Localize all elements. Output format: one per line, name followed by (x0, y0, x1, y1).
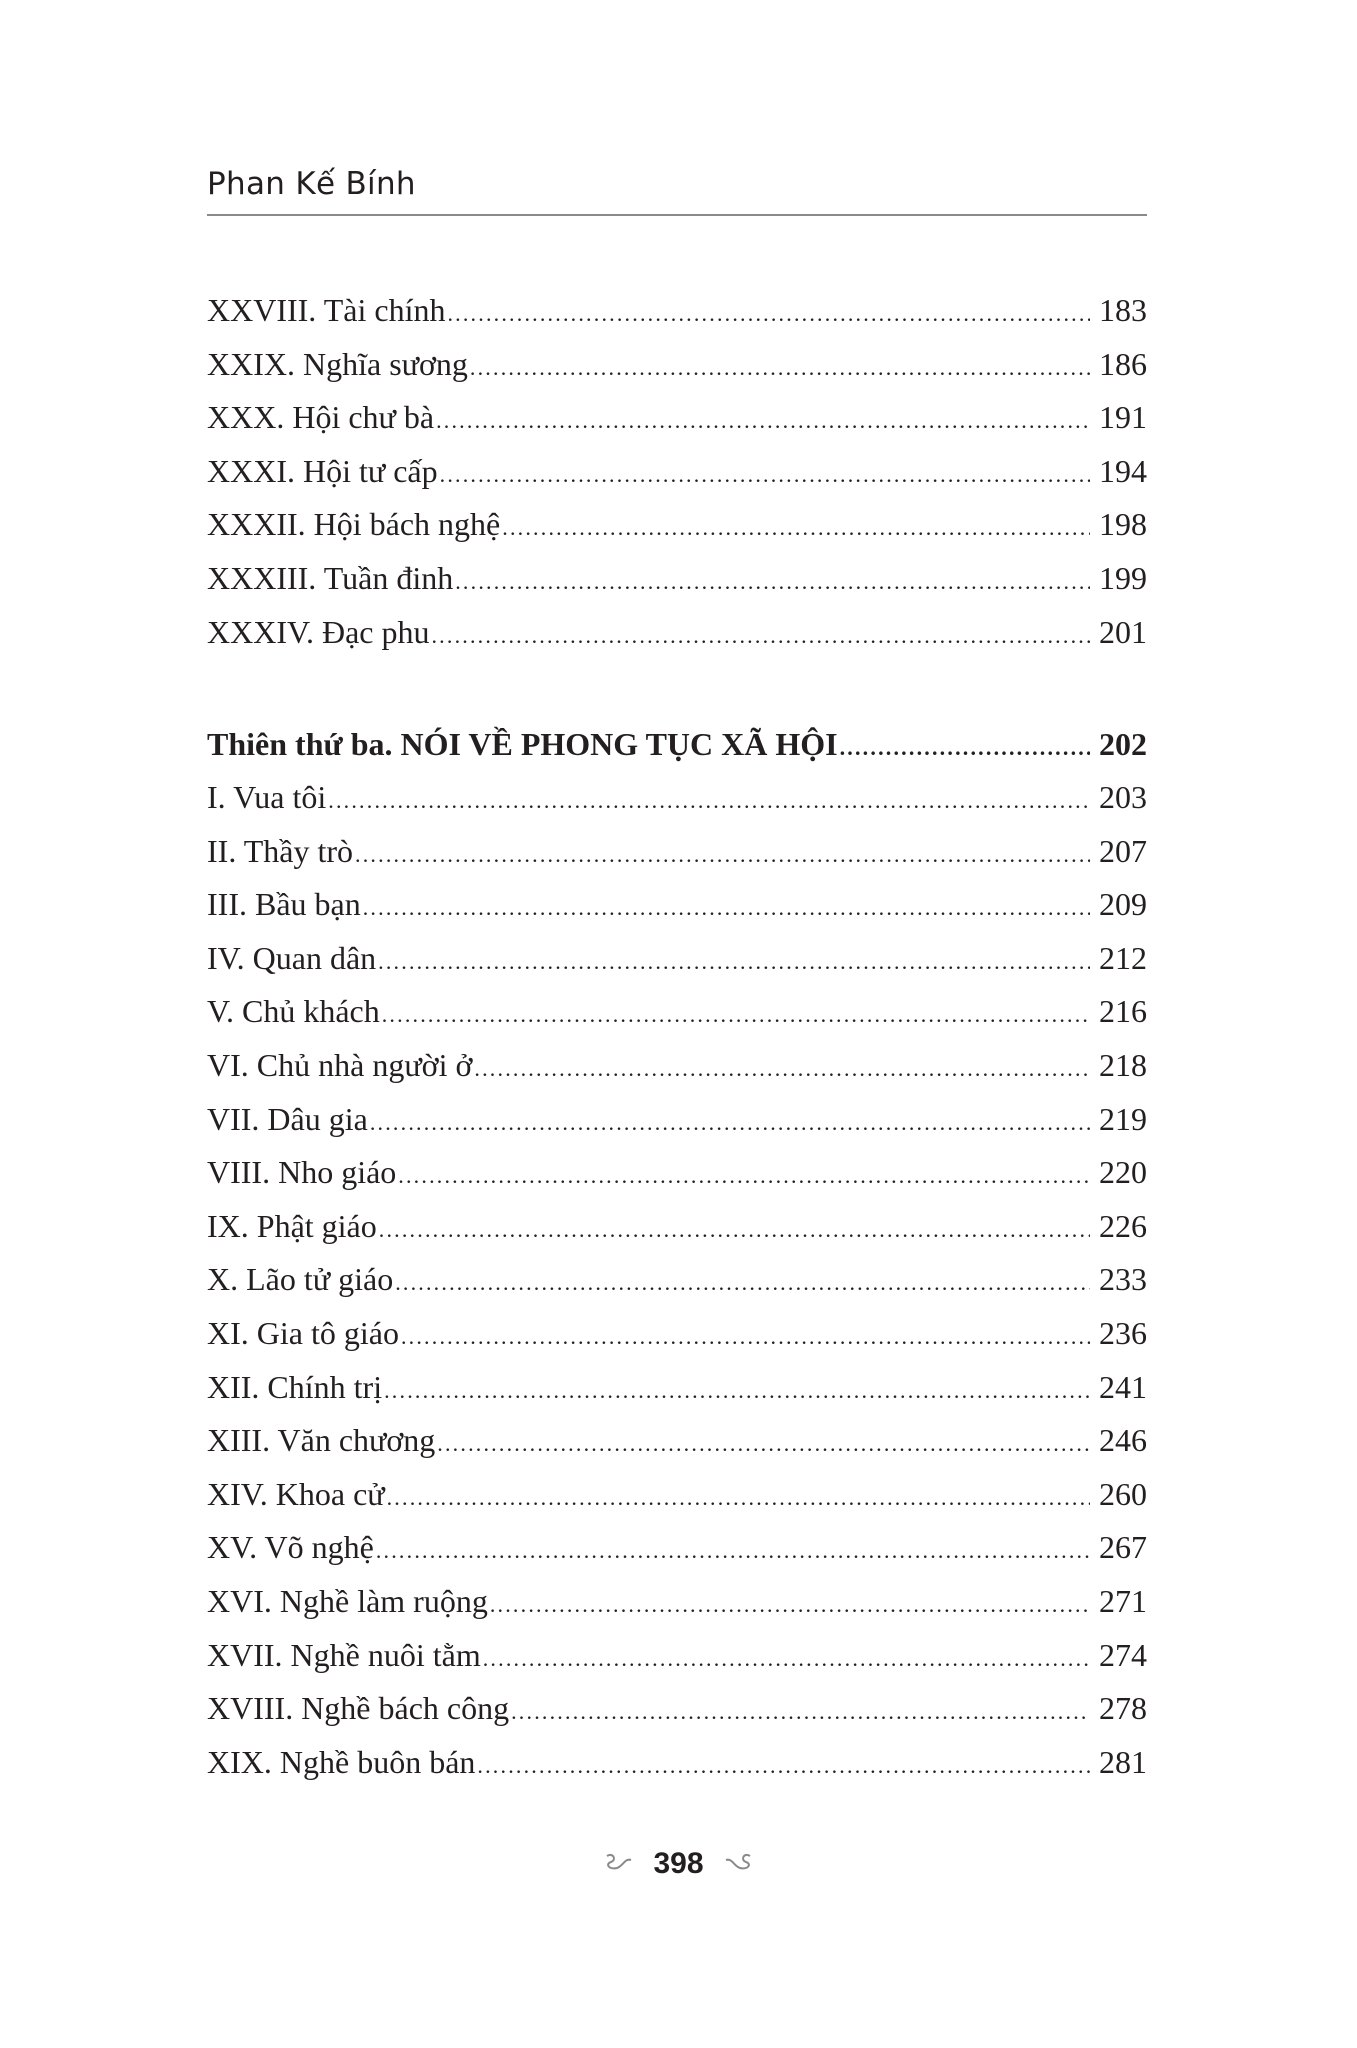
toc-entry-title: III. Bầu bạn (207, 886, 361, 923)
dot-leader (401, 1310, 1090, 1364)
toc-section-heading (207, 718, 1147, 772)
toc-list-part1 (207, 284, 1147, 659)
dot-leader (440, 448, 1090, 502)
toc-entry-page: 203 (1099, 779, 1147, 815)
dot-leader (395, 1256, 1090, 1310)
toc-entry-title: VI. Chủ nhà người ở (207, 1046, 473, 1083)
running-head: Phan Kế Bính (207, 166, 416, 202)
toc-entry-page: 191 (1099, 399, 1147, 436)
toc-entry-page: 209 (1099, 886, 1147, 923)
toc-entry[interactable] (207, 825, 1147, 879)
toc-entry-page: 260 (1099, 1475, 1147, 1512)
toc-entry[interactable] (207, 1682, 1147, 1736)
dot-leader (387, 1471, 1090, 1525)
toc-entry-page: 226 (1099, 1207, 1147, 1244)
toc-entry-title: XXXI. Hội tư cấp (207, 452, 438, 489)
toc-entry[interactable] (207, 391, 1147, 445)
toc-entry[interactable] (207, 1146, 1147, 1200)
toc-entry[interactable] (207, 284, 1147, 338)
toc-entry[interactable] (207, 1200, 1147, 1254)
toc-entry[interactable] (207, 878, 1147, 932)
toc-entry-title: XVII. Nghề nuôi tằm (207, 1636, 481, 1673)
toc-list-part2 (207, 771, 1147, 1789)
toc-entry-title: XII. Chính trị (207, 1368, 383, 1405)
section-heading-page: 202 (1099, 726, 1147, 762)
toc-entry[interactable] (207, 1093, 1147, 1147)
toc-entry-title: XXVIII. Tài chính (207, 292, 446, 328)
dot-leader (379, 1203, 1090, 1257)
dot-leader (436, 394, 1090, 448)
dot-leader (502, 501, 1090, 555)
dot-leader (477, 1739, 1090, 1793)
header-rule (207, 214, 1147, 216)
ornament-left-icon (603, 1850, 633, 1878)
toc-entry-page: 267 (1099, 1529, 1147, 1566)
toc-entry[interactable] (207, 552, 1147, 606)
dot-leader (490, 1578, 1090, 1632)
toc-entry[interactable] (207, 1307, 1147, 1361)
toc-entry-title: XI. Gia tô giáo (207, 1314, 399, 1351)
toc-entry-title: IX. Phật giáo (207, 1207, 377, 1244)
toc-entry-page: 236 (1099, 1314, 1147, 1351)
dot-leader (455, 555, 1090, 609)
toc-entry-title: XXX. Hội chư bà (207, 399, 435, 436)
toc-entry[interactable] (207, 498, 1147, 552)
toc-entry-title: XXIX. Nghĩa sương (207, 345, 468, 382)
toc-entry-page: 201 (1099, 613, 1147, 650)
toc-entry-page: 199 (1099, 559, 1147, 596)
dot-leader (378, 935, 1090, 989)
toc-entry-title: XVI. Nghề làm ruộng (207, 1582, 488, 1619)
toc-entry-page: 274 (1099, 1636, 1147, 1673)
toc-entry[interactable] (207, 1039, 1147, 1093)
dot-leader (328, 774, 1090, 828)
toc-entry-page: 218 (1099, 1046, 1147, 1083)
page-footer (0, 1846, 1357, 1881)
toc-entry-page: 271 (1099, 1582, 1147, 1619)
toc-entry-page: 212 (1099, 939, 1147, 976)
toc-entry-page: 216 (1099, 993, 1147, 1030)
toc-entry[interactable] (207, 606, 1147, 660)
dot-leader (474, 1042, 1090, 1096)
toc-entry-page: 183 (1099, 292, 1147, 328)
toc-entry[interactable] (207, 1736, 1147, 1790)
toc-entry[interactable] (207, 1253, 1147, 1307)
toc-entry-page: 241 (1099, 1368, 1147, 1405)
toc-entry-page: 278 (1099, 1690, 1147, 1727)
toc-entry-title: V. Chủ khách (207, 993, 380, 1030)
toc-entry-title: XXXIII. Tuần đinh (207, 559, 454, 596)
dot-leader (370, 1096, 1090, 1150)
toc-entry-title: XVIII. Nghề bách công (207, 1690, 510, 1727)
toc-entry-title: VII. Dâu gia (207, 1100, 368, 1137)
dot-leader (470, 341, 1090, 395)
toc-entry-title: IV. Quan dân (207, 939, 377, 976)
toc-entry-title: XV. Võ nghệ (207, 1529, 374, 1566)
toc-entry-page: 246 (1099, 1422, 1147, 1459)
toc-entry[interactable] (207, 1414, 1147, 1468)
dot-leader (363, 881, 1090, 935)
toc-entry-title: X. Lão tử giáo (207, 1261, 394, 1298)
dot-leader (431, 609, 1090, 663)
toc-entry-page: 198 (1099, 506, 1147, 543)
toc-entry[interactable] (207, 1521, 1147, 1575)
page-number: 398 (653, 1847, 704, 1880)
toc-entry[interactable] (207, 445, 1147, 499)
toc-entry[interactable] (207, 771, 1147, 825)
toc-entry-page: 207 (1099, 832, 1147, 869)
toc-entry-title: VIII. Nho giáo (207, 1154, 397, 1191)
ornament-right-icon (724, 1850, 754, 1878)
dot-leader (511, 1685, 1090, 1739)
dot-leader (398, 1149, 1090, 1203)
toc-entry[interactable] (207, 1468, 1147, 1522)
toc-heading-entry[interactable] (207, 718, 1147, 772)
toc-entry-title: I. Vua tôi (207, 779, 327, 815)
dot-leader (355, 828, 1090, 882)
toc-entry[interactable] (207, 1629, 1147, 1683)
toc-entry-page: 220 (1099, 1154, 1147, 1191)
toc-entry-page: 281 (1099, 1743, 1147, 1780)
toc-entry-page: 194 (1099, 452, 1147, 489)
toc-entry-title: XIX. Nghề buôn bán (207, 1743, 476, 1780)
dot-leader (483, 1632, 1090, 1686)
toc-entry-title: XXXIV. Đạc phu (207, 613, 430, 650)
toc-entry[interactable] (207, 338, 1147, 392)
toc-entry[interactable] (207, 1575, 1147, 1629)
toc-entry-page: 219 (1099, 1100, 1147, 1137)
toc-entry-page: 233 (1099, 1261, 1147, 1298)
toc-entry[interactable] (207, 1361, 1147, 1415)
dot-leader (840, 721, 1090, 775)
dot-leader (376, 1524, 1090, 1578)
dot-leader (382, 988, 1090, 1042)
toc-entry[interactable] (207, 932, 1147, 986)
toc-entry-title: II. Thầy trò (207, 832, 354, 869)
toc-entry-page: 186 (1099, 345, 1147, 382)
toc-entry-title: XIII. Văn chương (207, 1422, 436, 1459)
toc-entry-title: XIV. Khoa cử (207, 1475, 385, 1512)
section-heading-title: Thiên thứ ba. NÓI VỀ PHONG TỤC XÃ HỘI (207, 726, 838, 762)
dot-leader (437, 1417, 1090, 1471)
toc-entry-title: XXXII. Hội bách nghệ (207, 506, 501, 543)
toc-entry[interactable] (207, 985, 1147, 1039)
dot-leader (447, 287, 1090, 341)
dot-leader (384, 1364, 1090, 1418)
